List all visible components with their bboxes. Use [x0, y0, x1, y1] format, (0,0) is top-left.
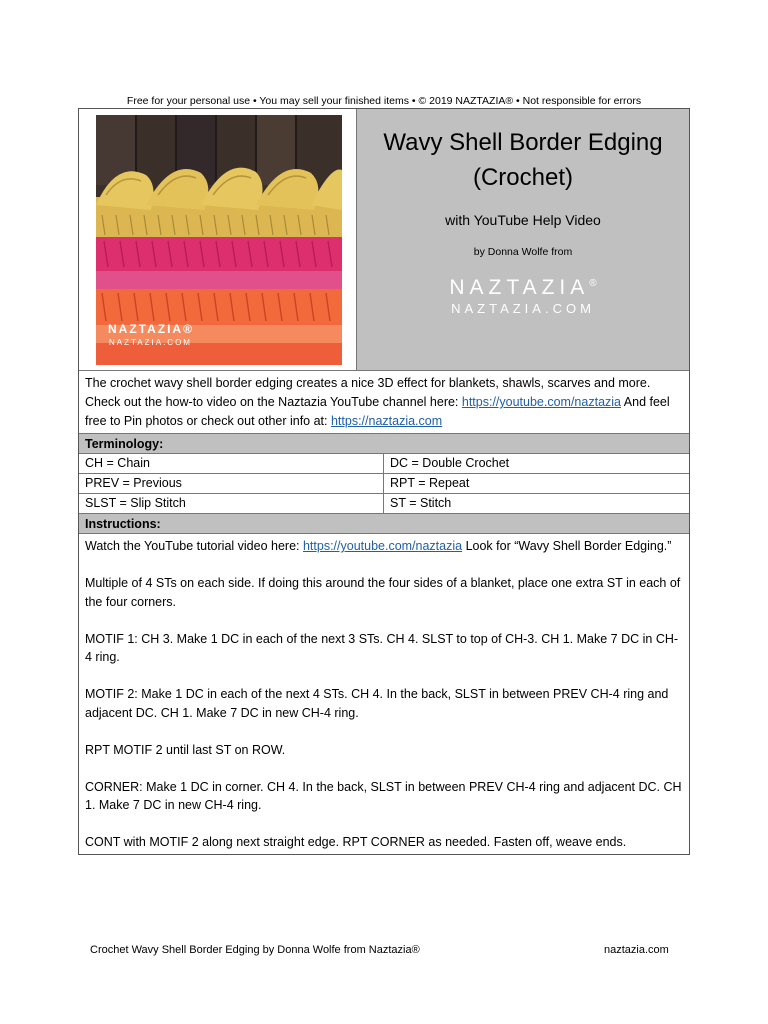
intro-paragraph	[79, 371, 689, 434]
hero-section	[79, 109, 689, 371]
tutorial-video-link[interactable]: https://youtube.com/naztazia	[302, 539, 463, 553]
photo-cell	[79, 109, 357, 370]
title-cell	[357, 109, 689, 370]
intro-text-2: And feel free to Pin photos or check out other info at:	[85, 395, 670, 428]
photo-watermark-url: NAZTAZIA.COM	[109, 338, 192, 347]
pattern-title-sub: (Crochet)	[472, 164, 574, 191]
term-cell: DC = Double Crochet	[390, 456, 510, 470]
footer-credit: Crochet Wavy Shell Border Edging by Donna Wolfe from Naztazia®	[90, 944, 420, 956]
youtube-link[interactable]: https://youtube.com/naztazia	[461, 395, 621, 409]
intro-text: The crochet wavy shell border edging creates a nice 3D effect for blankets, shawls, scarves and more. Check out the how-to video on the Naztazia YouTube channel here:	[85, 376, 651, 409]
term-cell: PREV = Previous	[79, 474, 384, 493]
photo-watermark: NAZTAZIA®	[108, 322, 194, 336]
instruction-paragraph: Multiple of 4 STs on each side. If doing this around the four sides of a blanket, place one extra ST in each of the four corners.	[85, 576, 681, 609]
brand-logo	[449, 276, 596, 300]
instructions-body	[79, 534, 689, 854]
instruction-paragraph: MOTIF 2: Make 1 DC in each of the next 4 STs. CH 4. In the back, SLST in between PREV CH-4 ring and adjacent DC. CH 1. Make 7 DC in new CH-4 ring.	[85, 687, 669, 720]
website-link[interactable]: https://naztazia.com	[330, 414, 443, 428]
pattern-sheet	[78, 108, 690, 855]
brand-logo-url: NAZTAZIA.COM	[451, 301, 595, 316]
instruction-paragraph: CORNER: Make 1 DC in corner. CH 4. In the back, SLST in between PREV CH-4 ring and adjacent DC. CH 1. Make 7 DC in new CH-4 ring.	[85, 779, 682, 812]
video-after-text: Look for “Wavy Shell Border Edging.”	[462, 539, 672, 553]
instruction-paragraph: RPT MOTIF 2 until last ST on ROW.	[85, 742, 286, 757]
instruction-paragraph: MOTIF 1: CH 3. Make 1 DC in each of the next 3 STs. CH 4. SLST to top of CH-3. CH 1. Make 7 DC in CH-4 ring.	[85, 631, 679, 664]
footer-site: naztazia.com	[604, 944, 669, 956]
terminology-heading: Terminology:	[79, 434, 689, 454]
crochet-photo	[96, 115, 342, 365]
registered-mark: ®	[589, 278, 597, 289]
instruction-video-line	[85, 537, 683, 556]
pattern-title: Wavy Shell Border Edging	[383, 129, 663, 156]
term-cell: SLST = Slip Stitch	[79, 494, 384, 513]
term-cell: CH = Chain	[79, 454, 384, 473]
author-line: by Donna Wolfe from	[473, 246, 573, 258]
table-row	[79, 454, 689, 474]
instructions-heading: Instructions:	[79, 514, 689, 534]
instruction-paragraph: CONT with MOTIF 2 along next straight edge. RPT CORNER as needed. Fasten off, weave ends.	[85, 835, 627, 849]
video-text: Watch the YouTube tutorial video here:	[85, 539, 303, 553]
table-row	[79, 474, 689, 494]
brand-logo-text: NAZTAZIA	[449, 276, 590, 299]
term-cell: ST = Stitch	[390, 496, 452, 510]
disclaimer: Free for your personal use • You may sell your finished items • © 2019 NAZTAZIA® • Not responsible for errors	[126, 95, 642, 107]
term-cell: RPT = Repeat	[390, 476, 470, 490]
pattern-subtitle: with YouTube Help Video	[445, 212, 601, 228]
table-row	[79, 494, 689, 514]
